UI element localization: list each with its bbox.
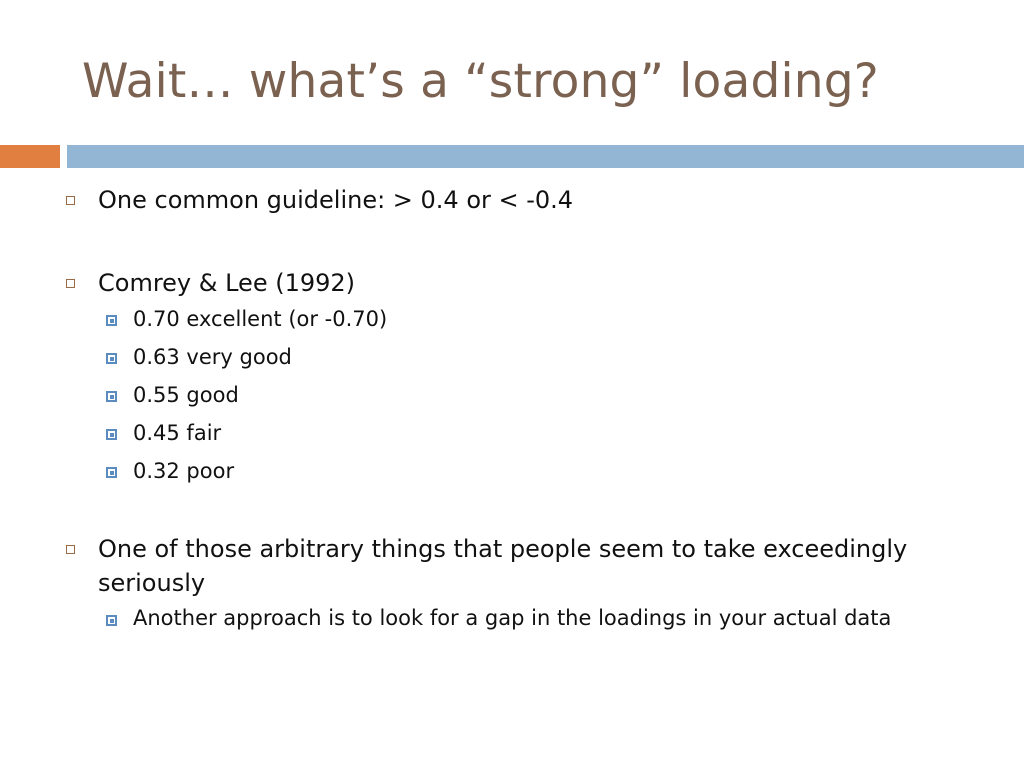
hollow-square-bullet-icon <box>66 279 75 288</box>
sub-bullet-text: 0.32 poor <box>133 459 235 483</box>
bullet-text: Comrey & Lee (1992) <box>98 269 356 297</box>
title-underline-bar <box>67 145 1024 168</box>
hollow-square-bullet-icon <box>66 196 75 205</box>
filled-square-bullet-icon <box>106 467 117 478</box>
filled-square-bullet-icon <box>106 315 117 326</box>
bullet-item-comrey-lee <box>62 266 962 300</box>
filled-square-bullet-icon <box>106 429 117 440</box>
bullet-item-arbitrary <box>62 532 962 600</box>
sub-bullet-very-good <box>62 342 962 372</box>
sub-bullet-excellent <box>62 304 962 334</box>
sub-bullet-fair <box>62 418 962 448</box>
sub-bullet-poor <box>62 456 962 486</box>
hollow-square-bullet-icon <box>66 545 75 554</box>
comrey-lee-sub-list <box>62 304 962 486</box>
sub-bullet-text: 0.55 good <box>133 383 239 407</box>
sub-bullet-text: 0.63 very good <box>133 345 292 369</box>
sub-bullet-gap-approach <box>62 604 962 633</box>
filled-square-bullet-icon <box>106 615 117 626</box>
slide-content <box>62 183 962 633</box>
filled-square-bullet-icon <box>106 391 117 402</box>
bullet-text: One common guideline: > 0.4 or < -0.4 <box>98 186 574 214</box>
sub-bullet-text: Another approach is to look for a gap in the loadings in your actual data <box>133 606 892 630</box>
sub-bullet-text: 0.45 fair <box>133 421 222 445</box>
bullet-text: One of those arbitrary things that people seem to take exceedingly seriously <box>98 535 908 597</box>
slide-title: Wait… what’s a “strong” loading? <box>82 54 879 109</box>
filled-square-bullet-icon <box>106 353 117 364</box>
accent-bar <box>0 145 60 168</box>
arbitrary-sub-list <box>62 604 962 633</box>
sub-bullet-good <box>62 380 962 410</box>
bullet-item-guideline <box>62 183 962 217</box>
sub-bullet-text: 0.70 excellent (or -0.70) <box>133 307 388 331</box>
